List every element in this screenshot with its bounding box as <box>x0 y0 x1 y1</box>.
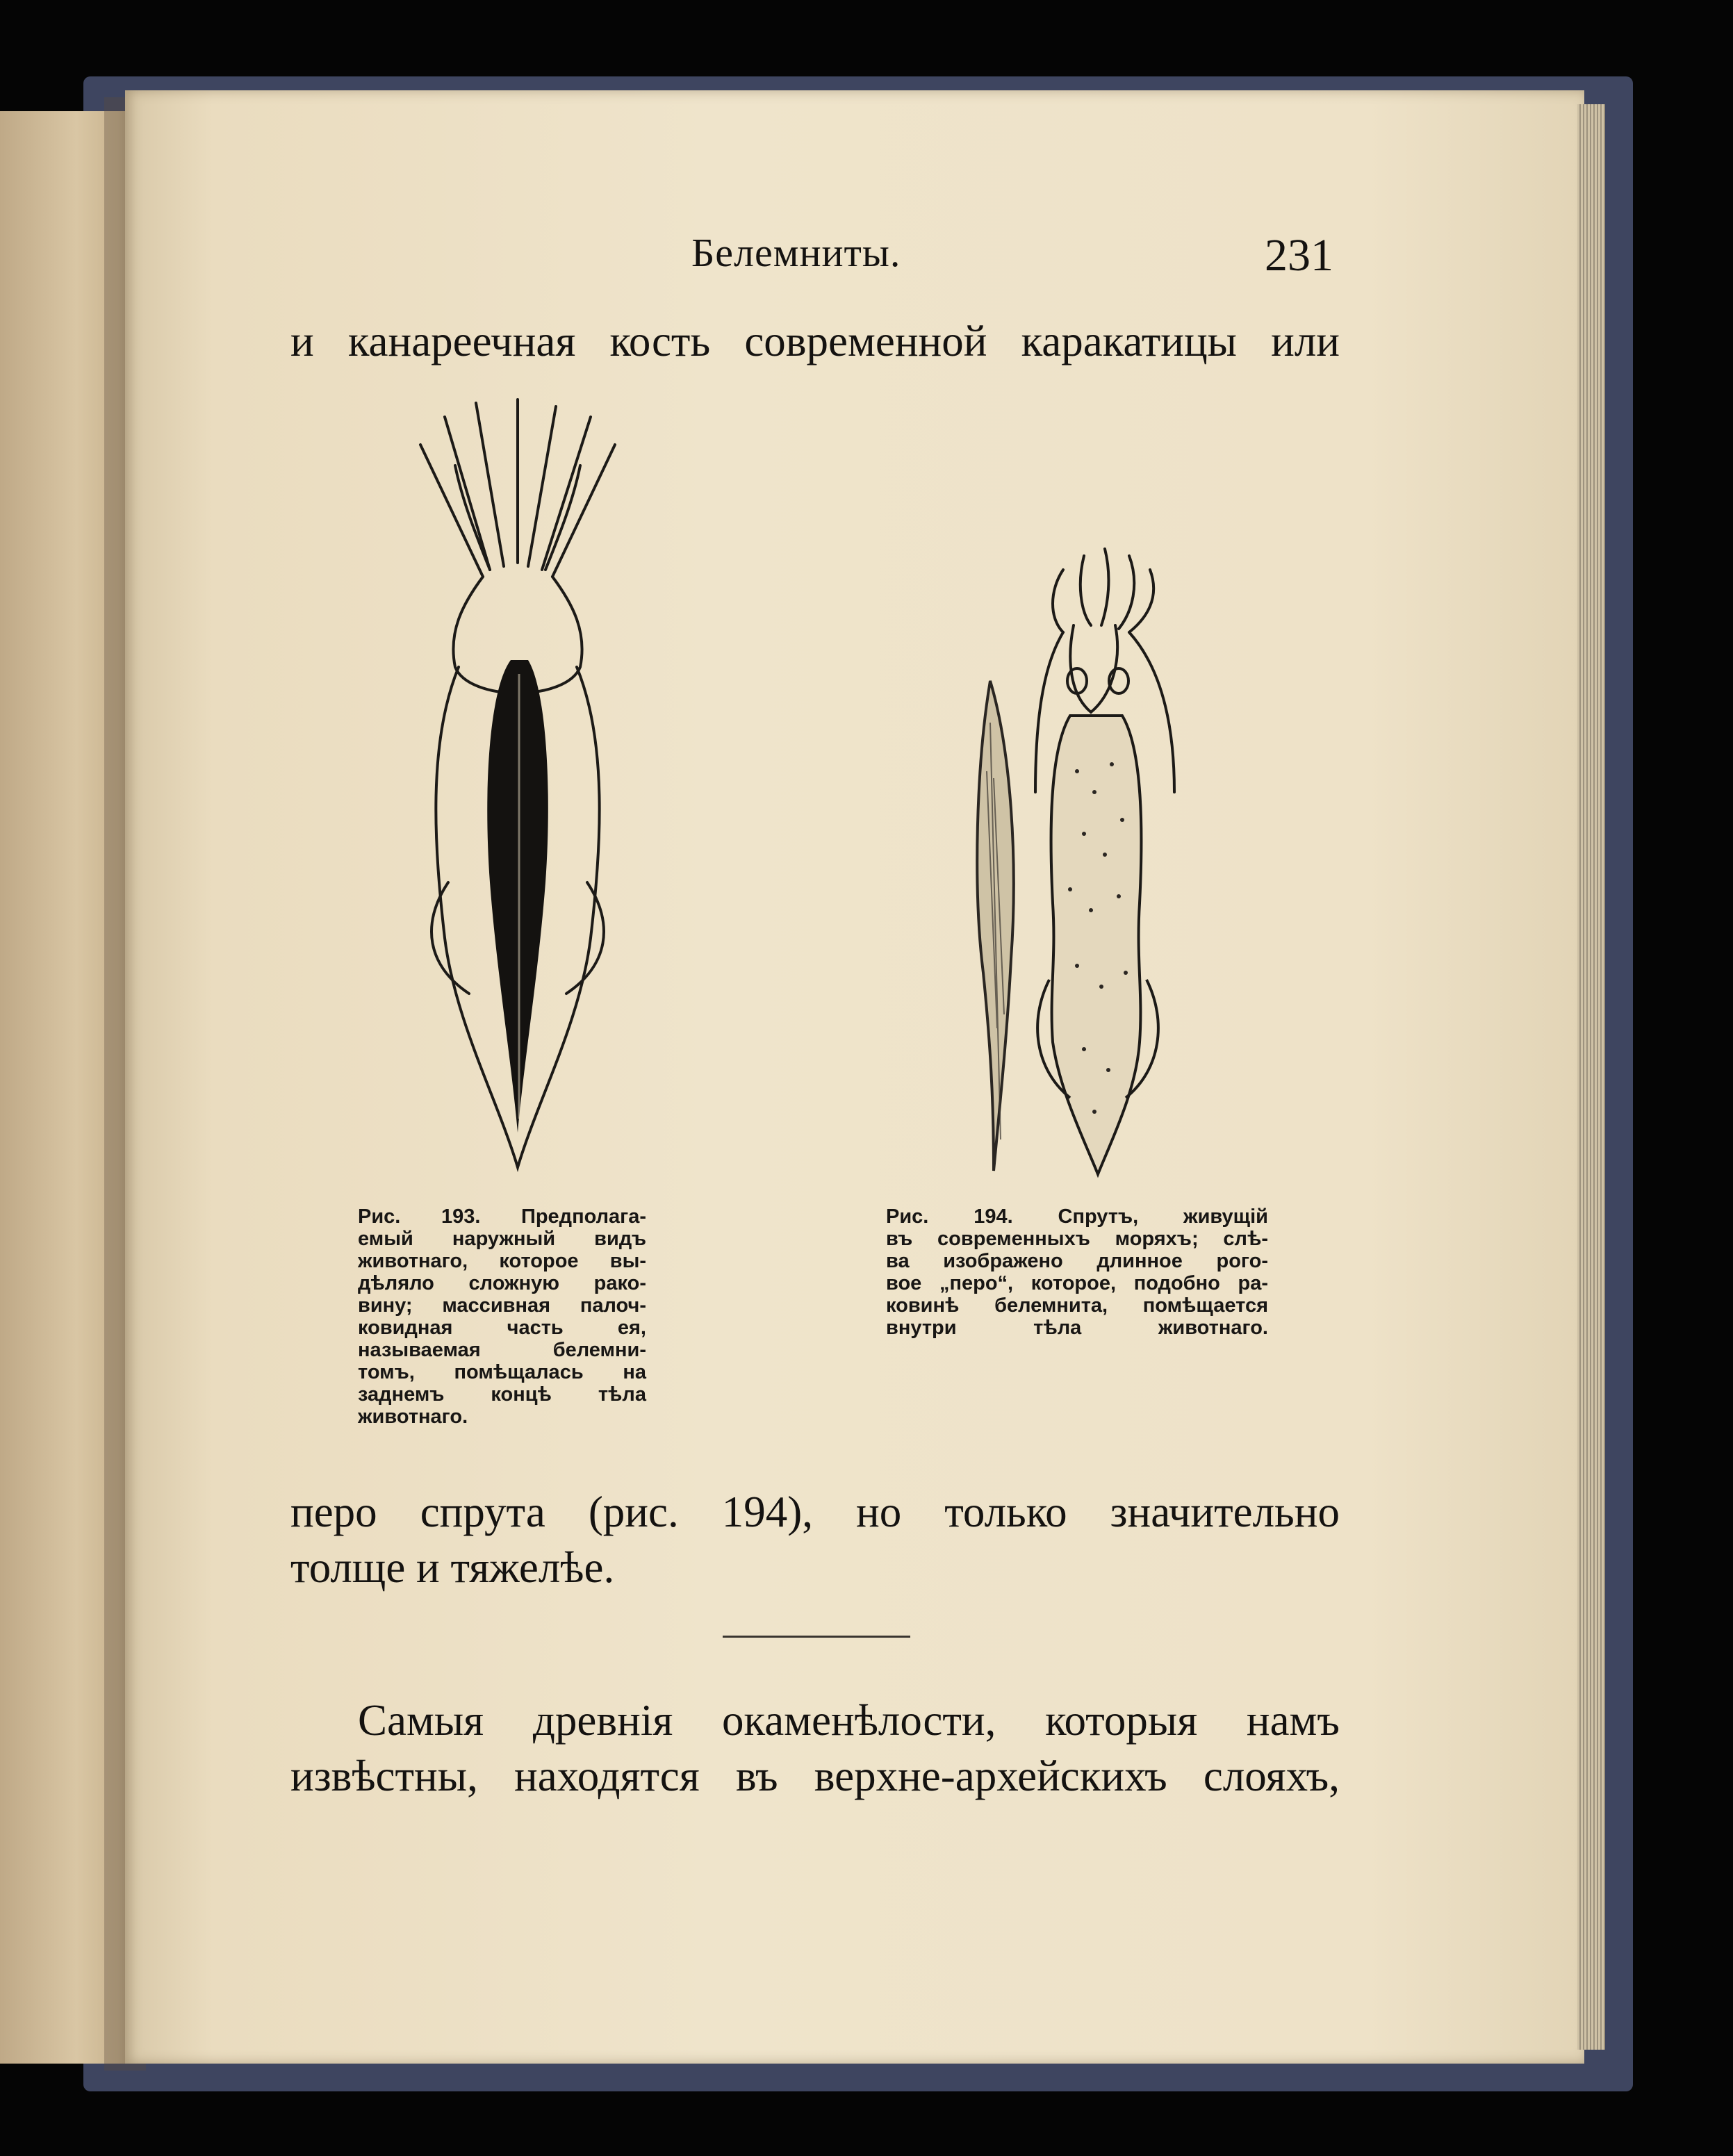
figure-193-belemnite-illustration <box>406 396 629 1181</box>
text-line: и канареечная кость современной каракатицы или <box>290 317 1340 365</box>
caption-line: вое „перо“, которое, подобно ра- <box>886 1272 1268 1294</box>
caption-line: ва изображено длинное рого- <box>886 1250 1268 1272</box>
caption-line: томъ, помѣщалась на <box>358 1361 646 1383</box>
paragraph-line: извѣстны, находятся въ верхне-архейскихъ слояхъ, <box>290 1752 1340 1800</box>
running-header: Белемниты. <box>691 230 901 275</box>
caption-line: вину; массивная палоч- <box>358 1294 646 1317</box>
text-line: перо спрута (рис. 194), но только значительно <box>290 1488 1340 1536</box>
caption-line: въ современныхъ моряхъ; слѣ- <box>886 1228 1268 1250</box>
page-number: 231 <box>1265 230 1333 281</box>
section-divider <box>723 1636 910 1638</box>
caption-line: животнаго. <box>358 1406 468 1428</box>
text-line: толще и тяжелѣе. <box>290 1543 615 1592</box>
paragraph-first-line: Самыя древнія окаменѣлости, которыя намъ <box>358 1696 1340 1745</box>
figure-194-caption <box>886 1205 1268 1339</box>
caption-line: называемая белемни- <box>358 1339 646 1361</box>
figure-194-squid-illustration <box>952 542 1230 1181</box>
caption-line: дѣляло сложную рако- <box>358 1272 646 1294</box>
figure-193-caption <box>358 1205 646 1428</box>
caption-line: ковинѣ белемнита, помѣщается <box>886 1294 1268 1317</box>
caption-line: внутри тѣла животнаго. <box>886 1317 1268 1339</box>
page-edges <box>1577 104 1605 2050</box>
caption-line: емый наружный видъ <box>358 1228 646 1250</box>
caption-line: Рис. 193. Предполага- <box>358 1205 646 1228</box>
caption-line: Рис. 194. Спрутъ, живущій <box>886 1205 1268 1228</box>
caption-line: животнаго, которое вы- <box>358 1250 646 1272</box>
caption-line: заднемъ концѣ тѣла <box>358 1383 646 1406</box>
caption-line: ковидная часть ея, <box>358 1317 646 1339</box>
